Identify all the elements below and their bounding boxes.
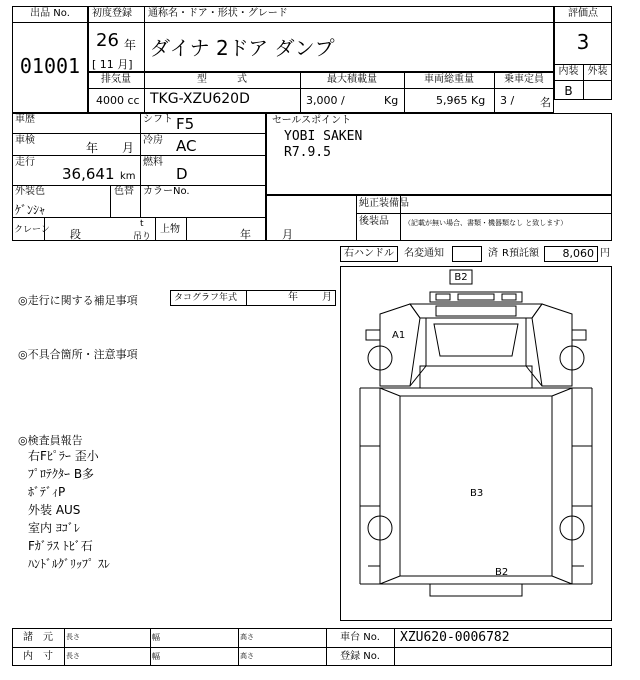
reg-month: [ 11 月] — [92, 58, 133, 71]
mileage-value: 36,641 — [62, 165, 115, 183]
length-label: 長さ — [66, 633, 80, 641]
ac-label: 冷房 — [143, 135, 163, 146]
name-change-box — [452, 246, 482, 262]
inner-dims-label: 内 寸 — [23, 651, 53, 662]
max-load-unit: Kg — [384, 94, 399, 107]
capacity-unit: 名 — [540, 96, 551, 109]
recycle-deposit-label: R預託額 — [502, 248, 539, 259]
driving-notes-title: ◎走行に関する補足事項 — [18, 294, 138, 307]
aftermarket-note: （記載が無い場合、書類・機器類なし と致します） — [404, 219, 568, 227]
damage-mark-front: B2 — [454, 272, 468, 283]
mount-month: 月 — [282, 228, 293, 241]
history-label: 車歴 — [15, 114, 35, 125]
inspector-line-2: ﾌﾟﾛﾃｸﾀｰ B多 — [28, 467, 95, 481]
inspection-label: 車検 — [15, 135, 35, 146]
mount-year: 年 — [240, 228, 251, 241]
car-name-label: 通称名・ドア・形状・グレード — [148, 8, 288, 19]
displacement-label: 排気量 — [101, 74, 131, 85]
recycle-unit: 円 — [600, 248, 610, 259]
rating-label: 評価点 — [568, 8, 598, 19]
interior-label: 内装 — [558, 66, 579, 77]
height-label: 高さ — [240, 633, 254, 641]
defects-title: ◎不具合箇所・注意事項 — [18, 348, 138, 361]
rhd-label: 右ハンドル — [344, 248, 394, 259]
max-load: 3,000 / — [306, 94, 345, 107]
tachograph-label: タコグラフ年式 — [174, 293, 238, 303]
fuel-label: 燃料 — [143, 157, 163, 168]
capacity: 3 / — [500, 94, 515, 107]
model-label: 型 式 — [197, 74, 247, 85]
crane-ton: t — [140, 219, 144, 229]
inner-width-label: 幅 — [152, 652, 160, 661]
displacement: 4000 cc — [96, 94, 140, 107]
damage-mark-rear: B2 — [495, 567, 509, 578]
tachograph-month: 月 — [322, 292, 332, 303]
mount-label: 上物 — [160, 224, 180, 235]
mileage-label: 走行 — [15, 157, 35, 168]
lot-number: 01001 — [19, 54, 81, 78]
ext-color-label: 外装色 — [15, 186, 45, 197]
max-load-label: 最大積載量 — [327, 74, 377, 85]
rating-value: 3 — [576, 30, 590, 54]
fuel-value: D — [176, 165, 188, 183]
shift-label: シフト — [143, 114, 173, 125]
inspector-title: ◎検査員報告 — [18, 434, 83, 447]
crane-label: クレーン — [14, 225, 50, 235]
capacity-label: 乗車定員 — [504, 74, 544, 85]
aftermarket-label: 後装品 — [359, 216, 389, 227]
damage-mark-bed: B3 — [470, 488, 484, 499]
inspection-year: 年 — [86, 141, 99, 155]
gross-weight: 5,965 Kg — [436, 94, 486, 107]
crane-lift: 吊り — [133, 232, 152, 242]
inner-height-label: 高さ — [240, 652, 254, 660]
inspector-line-3: ﾎﾞﾃﾞｨP — [28, 485, 66, 499]
damage-mark-cab: A1 — [392, 330, 406, 341]
inspector-line-1: 右Fﾋﾟﾗｰ 歪小 — [28, 449, 99, 463]
color-change-label: 色替 — [114, 186, 134, 197]
mileage-unit: km — [120, 171, 136, 182]
car-name: ダイナ 2ドア ダンプ — [150, 36, 335, 60]
inspector-line-7: ﾊﾝﾄﾞﾙｸﾞﾘｯﾌﾟ ｽﾚ — [28, 557, 110, 571]
genuine-equipment-label: 純正装備品 — [359, 198, 409, 209]
shift-value: F5 — [176, 115, 195, 133]
truck-body-diagram — [340, 266, 612, 621]
inspector-line-6: Fｶﾞﾗｽ ﾄﾋﾞ石 — [28, 539, 93, 553]
sales-point-line-2: R7.9.5 — [284, 145, 331, 160]
registration-label: 登録 No. — [340, 651, 380, 662]
reg-year-unit: 年 — [124, 38, 137, 52]
lot-number-label: 出品 No. — [30, 8, 70, 19]
inspection-month: 月 — [122, 141, 135, 155]
chassis-number: XZU620-0006782 — [400, 630, 510, 645]
inner-length-label: 長さ — [66, 652, 80, 660]
sales-point-label: セールスポイント — [272, 115, 352, 126]
gross-weight-label: 車両総重量 — [424, 74, 474, 85]
inspector-line-4: 外装 AUS — [28, 503, 81, 517]
exterior-label: 外装 — [587, 66, 608, 77]
inspector-line-5: 室内 ﾖｺﾞﾚ — [28, 521, 80, 535]
model-code: TKG-XZU620D — [150, 91, 250, 107]
interior-grade: B — [564, 84, 573, 98]
dims-label: 諸 元 — [23, 632, 53, 643]
width-label: 幅 — [152, 633, 160, 642]
reg-year: 26 — [96, 30, 119, 51]
name-change-label: 名変通知 — [404, 248, 444, 259]
tachograph-year: 年 — [288, 292, 298, 303]
first-reg-label: 初度登録 — [92, 8, 132, 19]
chassis-label: 車台 No. — [340, 632, 380, 643]
ac-value: AC — [176, 137, 197, 155]
color-code-label: カラーNo. — [143, 186, 190, 197]
recycle-label: 済 — [488, 248, 498, 259]
crane-stage: 段 — [70, 228, 81, 241]
recycle-deposit: 8,060 — [562, 247, 594, 260]
ext-color: ｹﾞﾝｼｬ — [15, 203, 46, 217]
sales-point-line-1: YOBI SAKEN — [284, 129, 363, 144]
